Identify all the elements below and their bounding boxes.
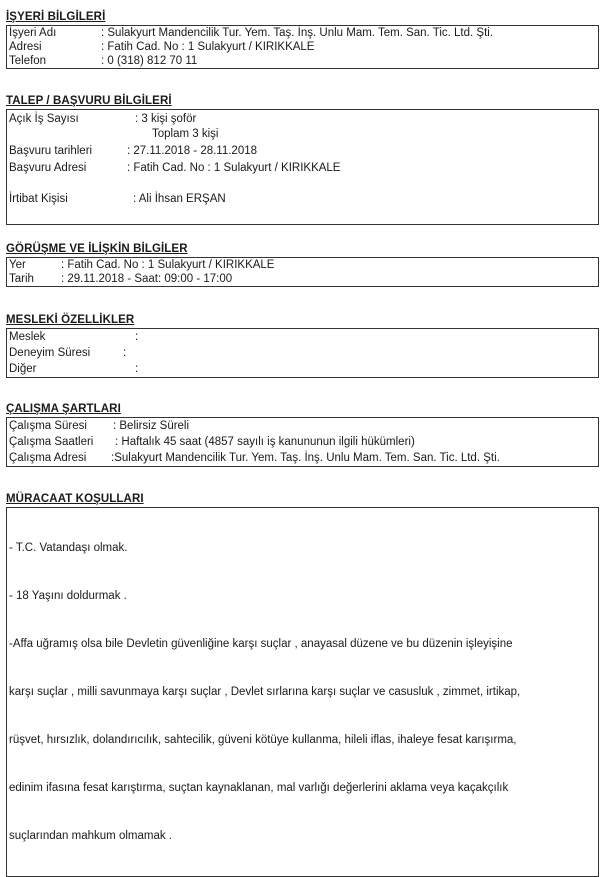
info-row xyxy=(7,435,598,449)
row-value: : 3 kişi şoför xyxy=(135,113,197,125)
info-row xyxy=(7,40,598,54)
row-label: Çalışma Saatleri xyxy=(9,436,94,448)
section-gorusme xyxy=(6,242,599,287)
section-title: ÇALIŞMA ŞARTLARI xyxy=(6,403,121,415)
info-row xyxy=(7,330,598,344)
row-label: Açık İş Sayısı xyxy=(9,113,79,125)
row-value: : Fatih Cad. No : 1 Sulakyurt / KIRIKKALE xyxy=(61,259,275,271)
info-row xyxy=(7,451,598,465)
row-label: Telefon xyxy=(9,55,47,67)
requirement-line: -Affa uğramış olsa bile Devletin güvenliğine karşı suçlar , anayasal düzene ve bu düzenin işleyişine xyxy=(9,638,513,650)
row-value: : Fatih Cad. No : 1 Sulakyurt / KIRIKKALE xyxy=(127,162,341,174)
section-title: İŞYERİ BİLGİLERİ xyxy=(6,11,106,23)
section-muracaat xyxy=(6,492,599,877)
info-row xyxy=(7,112,598,126)
row-label: Deneyim Süresi xyxy=(9,347,91,359)
requirement-line: suçlarından mahkum olmamak . xyxy=(9,830,172,842)
info-row xyxy=(7,258,598,272)
row-label: Çalışma Süresi xyxy=(9,420,87,432)
info-row xyxy=(7,346,598,360)
row-value: : Ali İhsan ERŞAN xyxy=(133,193,226,205)
row-value: : 27.11.2018 - 28.11.2018 xyxy=(127,145,258,157)
row-value: : xyxy=(123,347,127,359)
row-value: : xyxy=(135,363,139,375)
row-value: : Fatih Cad. No : 1 Sulakyurt / KIRIKKALE xyxy=(101,41,315,53)
row-label: İşyeri Adı xyxy=(9,27,57,39)
row-label: Meslek xyxy=(9,331,46,343)
row-label: Başvuru Adresi xyxy=(9,162,87,174)
info-row xyxy=(7,161,598,175)
info-row xyxy=(7,54,598,68)
row-value: : Belirsiz Süreli xyxy=(113,420,190,432)
row-value: : xyxy=(135,331,139,343)
info-row xyxy=(7,192,598,206)
row-label: Adresi xyxy=(9,41,42,53)
section-box xyxy=(6,507,599,877)
row-value: :Sulakyurt Mandencilik Tur. Yem. Taş. İnş. Unlu Mam. Tem. San. Tic. Ltd. Şti. xyxy=(111,452,500,464)
requirement-line: karşı suçlar , milli savunmaya karşı suçlar , Devlet sırlarına karşı suçlar ve casusluk , zimmet, irtikap, xyxy=(9,686,521,698)
section-calisma xyxy=(6,402,599,467)
info-row xyxy=(7,272,598,286)
requirement-line: - 18 Yaşını doldurmak . xyxy=(9,590,127,602)
row-value: : 0 (318) 812 70 11 xyxy=(101,55,198,67)
requirement-line: edinim ifasına fesat karıştırma, suçtan kaynaklanan, mal varlığı değerlerini aklama veya kaçakçılık xyxy=(9,782,509,794)
info-row xyxy=(7,26,598,40)
row-label: Diğer xyxy=(9,363,37,375)
requirement-line: - T.C. Vatandaşı olmak. xyxy=(9,542,128,554)
section-box xyxy=(6,328,599,378)
info-row xyxy=(7,127,598,141)
row-label: İrtibat Kişisi xyxy=(9,193,68,205)
requirement-line: rüşvet, hırsızlık, dolandırıcılık, sahtecilik, güveni kötüye kullanma, hileli iflas, ihaleye fesat karışırma, xyxy=(9,734,517,746)
section-box xyxy=(6,109,599,225)
section-title: GÖRÜŞME VE İLİŞKİN BİLGİLER xyxy=(6,243,188,255)
section-box xyxy=(6,25,599,69)
section-title: MÜRACAAT KOŞULLARI xyxy=(6,493,144,505)
section-title: TALEP / BAŞVURU BİLGİLERİ xyxy=(6,95,172,107)
info-row xyxy=(7,362,598,376)
section-box xyxy=(6,257,599,287)
info-row xyxy=(7,419,598,433)
section-title: MESLEKİ ÖZELLİKLER xyxy=(6,314,135,326)
row-value: : Sulakyurt Mandencilik Tur. Yem. Taş. İnş. Unlu Mam. Tem. San. Tic. Ltd. Şti. xyxy=(101,27,494,39)
total-count: Toplam 3 kişi xyxy=(152,128,219,140)
section-box xyxy=(6,417,599,467)
info-row xyxy=(7,144,598,158)
row-value: : 29.11.2018 - Saat: 09:00 - 17:00 xyxy=(61,273,233,285)
row-label: Yer xyxy=(9,259,26,271)
row-label: Çalışma Adresi xyxy=(9,452,87,464)
section-isyeri xyxy=(6,10,599,69)
section-talep xyxy=(6,94,599,225)
row-value: : Haftalık 45 saat (4857 sayılı iş kanununun ilgili hükümleri) xyxy=(115,436,415,448)
row-label: Tarih xyxy=(9,273,34,285)
row-label: Başvuru tarihleri xyxy=(9,145,93,157)
section-mesleki xyxy=(6,313,599,378)
